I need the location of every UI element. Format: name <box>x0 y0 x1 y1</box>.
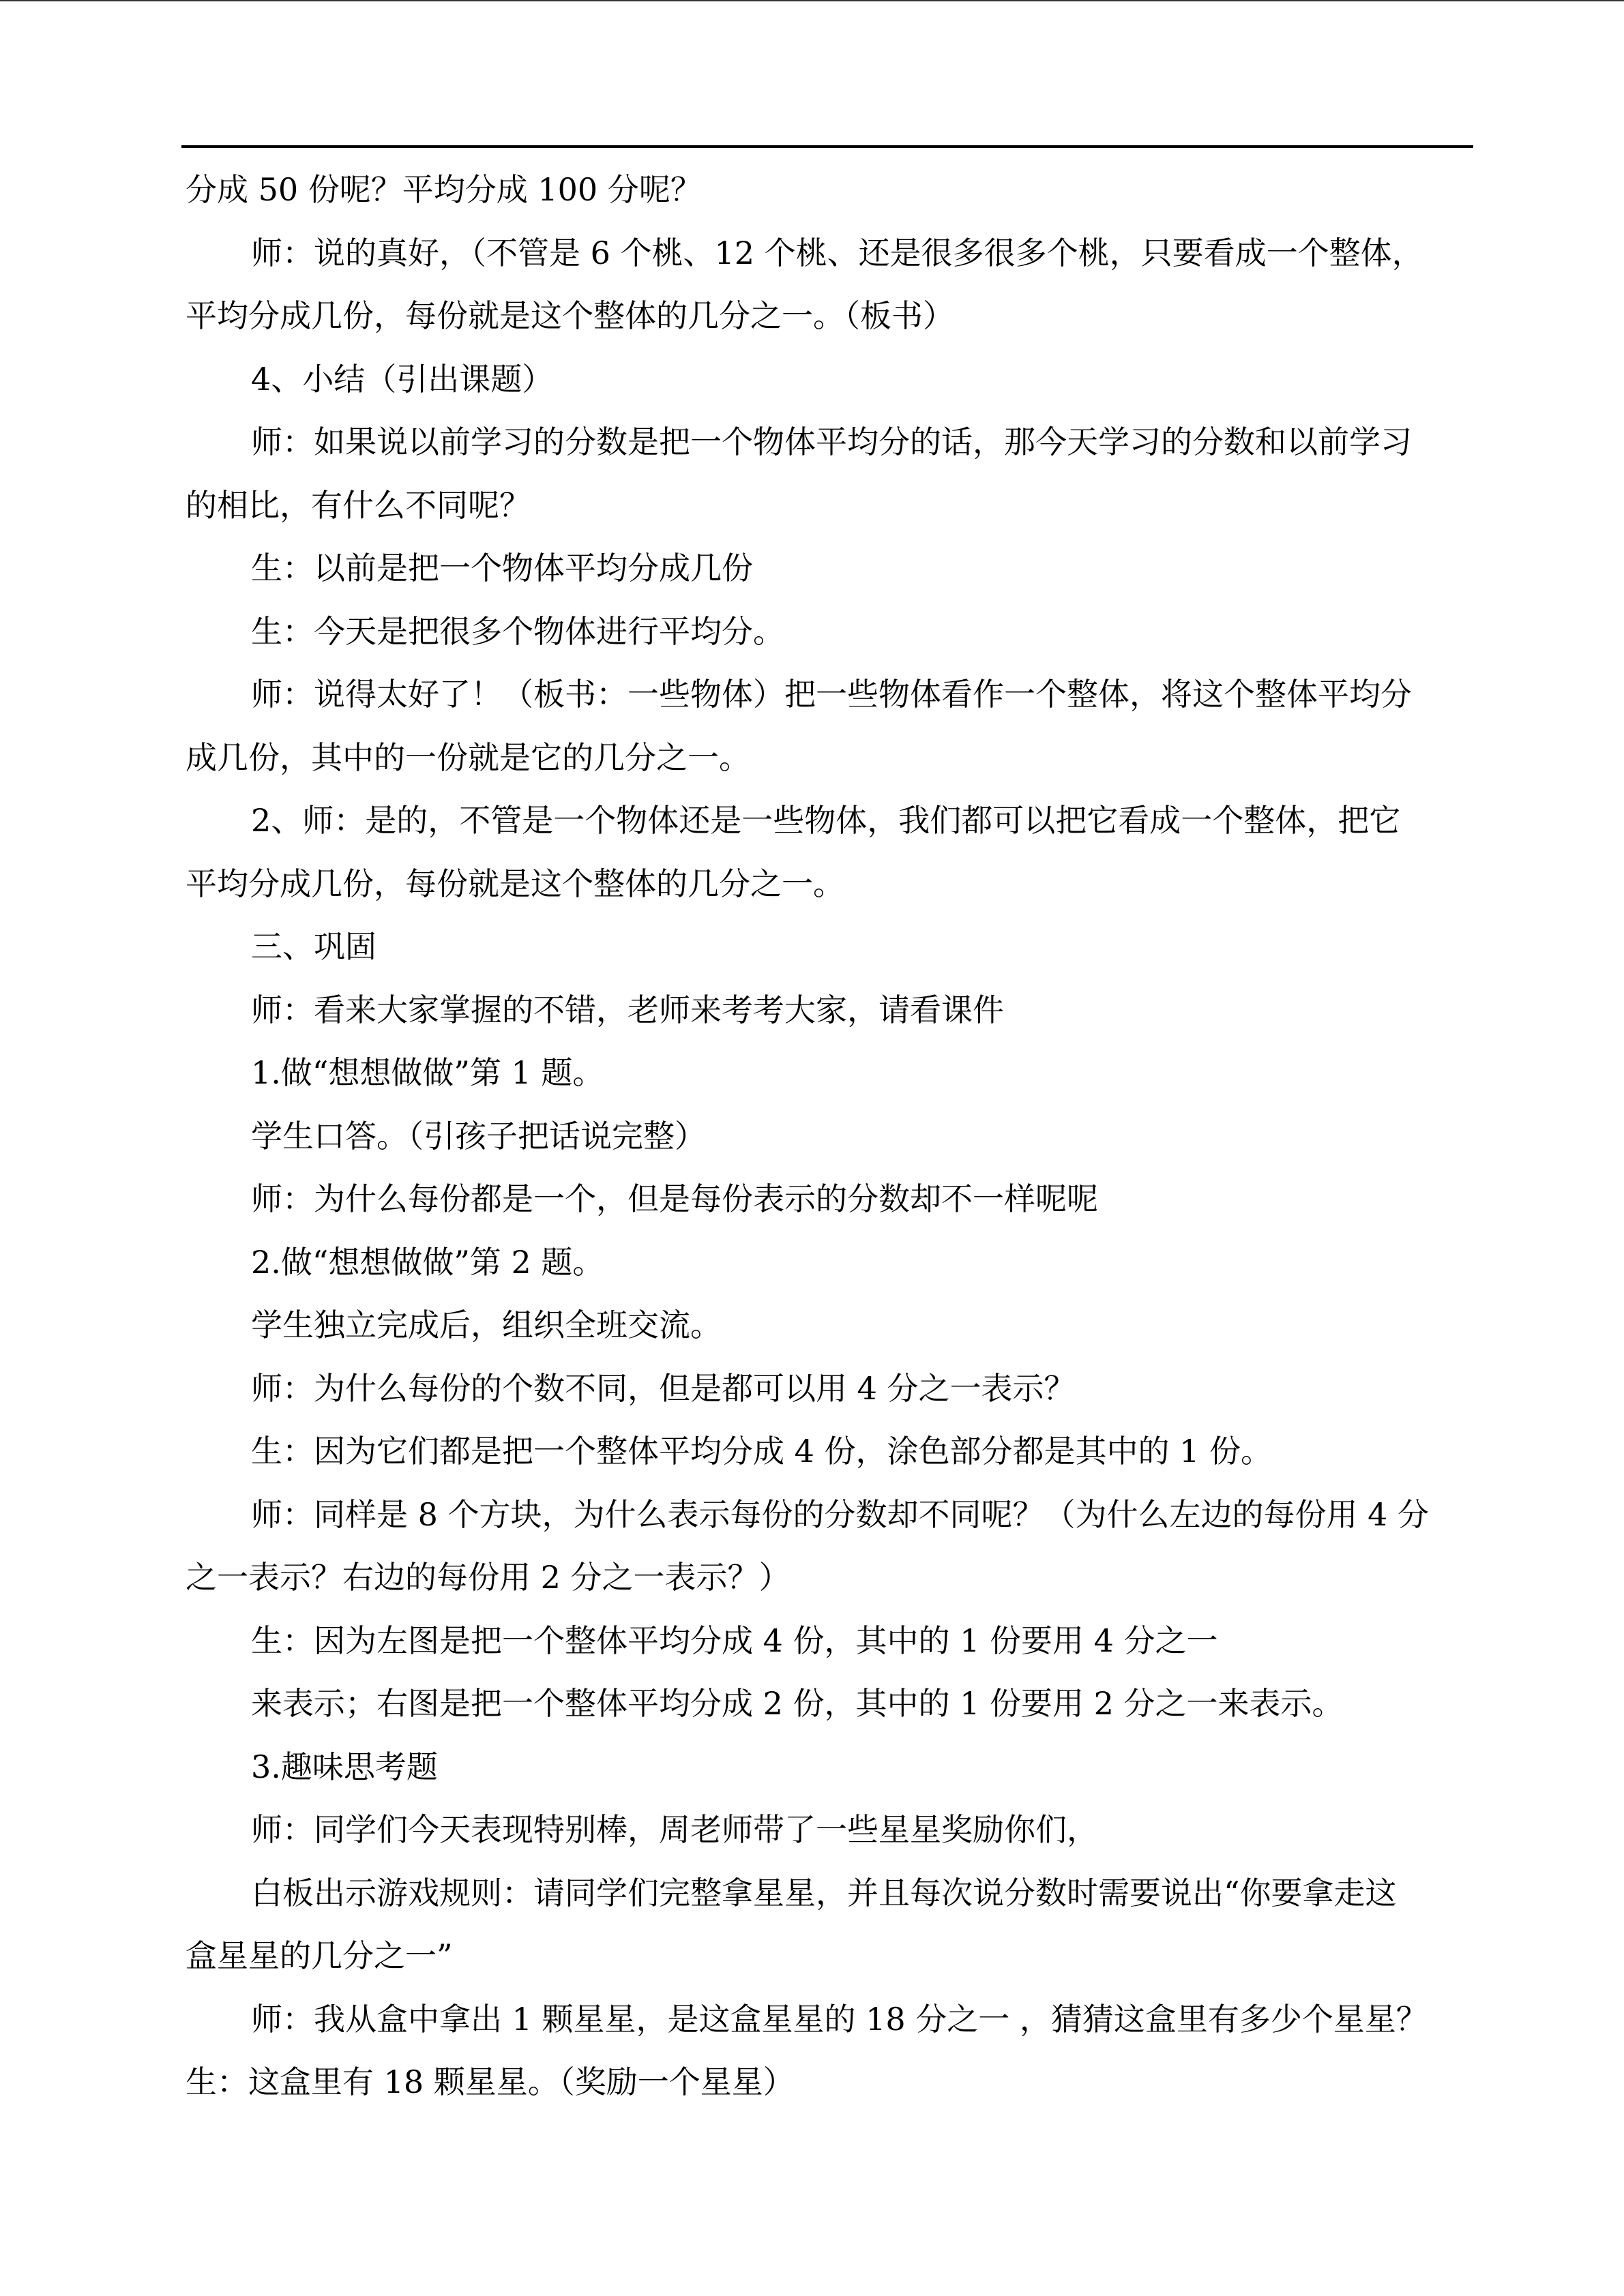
text-line: 1.做“想想做做”第 1 题。 <box>251 1054 604 1091</box>
document-body <box>186 158 1468 2114</box>
text-line: 之一表示？右边的每份用 2 分之一表示？） <box>186 1559 791 1596</box>
text-line: 生：今天是把很多个物体进行平均分。 <box>251 612 784 650</box>
text-line: 师：看来大家掌握的不错，老师来考考大家，请看课件 <box>251 991 1004 1028</box>
page-top-border <box>0 0 1624 1</box>
text-line: 成几份，其中的一份就是它的几分之一。 <box>186 739 750 776</box>
text-line: 平均分成几份，每份就是这个整体的几分之一。（板书） <box>186 297 954 334</box>
text-line: 来表示；右图是把一个整体平均分成 2 份，其中的 1 份要用 2 分之一来表示。 <box>251 1685 1344 1722</box>
text-line: 生：因为它们都是把一个整体平均分成 4 份，涂色部分都是其中的 1 份。 <box>251 1433 1273 1470</box>
text-line: 师：说得太好了！（板书：一些物体）把一些物体看作一个整体，将这个整体平均分 <box>251 676 1412 713</box>
text-line: 师：同样是 8 个方块，为什么表示每份的分数却不同呢？（为什么左边的每份用 4 分 <box>251 1495 1430 1533</box>
text-line: 4、小结（引出课题） <box>251 360 554 398</box>
text-line: 三、巩固 <box>251 928 377 965</box>
text-line: 盒星星的几分之一” <box>186 1937 453 1974</box>
text-line: 2、师：是的，不管是一个物体还是一些物体，我们都可以把它看成一个整体，把它 <box>251 802 1401 839</box>
text-line: 师：我从盒中拿出 1 颗星星，是这盒星星的 18 分之一 ，猜猜这盒里有多少个星星？ <box>251 2000 1428 2038</box>
text-line: 平均分成几份，每份就是这个整体的几分之一。 <box>186 865 844 902</box>
text-line: 师：如果说以前学习的分数是把一个物体平均分的话，那今天学习的分数和以前学习 <box>251 423 1412 460</box>
text-line: 3.趣味思考题 <box>251 1748 438 1785</box>
text-line: 师：为什么每份的个数不同，但是都可以用 4 分之一表示？ <box>251 1369 1076 1407</box>
text-line: 学生口答。（引孩子把话说完整） <box>251 1117 706 1154</box>
text-line: 分成 50 份呢？平均分成 100 分呢？ <box>186 171 702 208</box>
text-line: 师：说的真好，（不管是 6 个桃、12 个桃、还是很多很多个桃，只要看成一个整体， <box>251 234 1423 271</box>
text-line: 生：因为左图是把一个整体平均分成 4 份，其中的 1 份要用 4 分之一 <box>251 1622 1218 1659</box>
text-line: 生：以前是把一个物体平均分成几份 <box>251 550 753 586</box>
text-line: 的相比，有什么不同呢？ <box>186 486 531 524</box>
text-line: 2.做“想想做做”第 2 题。 <box>251 1243 604 1281</box>
text-line: 学生独立完成后，组织全班交流。 <box>251 1307 722 1343</box>
text-line: 白板出示游戏规则：请同学们完整拿星星，并且每次说分数时需要说出“你要拿走这 <box>251 1874 1397 1911</box>
text-line: 师：为什么每份都是一个，但是每份表示的分数却不一样呢呢 <box>251 1180 1098 1217</box>
header-rule <box>181 145 1473 148</box>
text-line: 师：同学们今天表现特别棒，周老师带了一些星星奖励你们， <box>251 1811 1098 1848</box>
text-line: 生：这盒里有 18 颗星星。（奖励一个星星） <box>186 2063 795 2100</box>
